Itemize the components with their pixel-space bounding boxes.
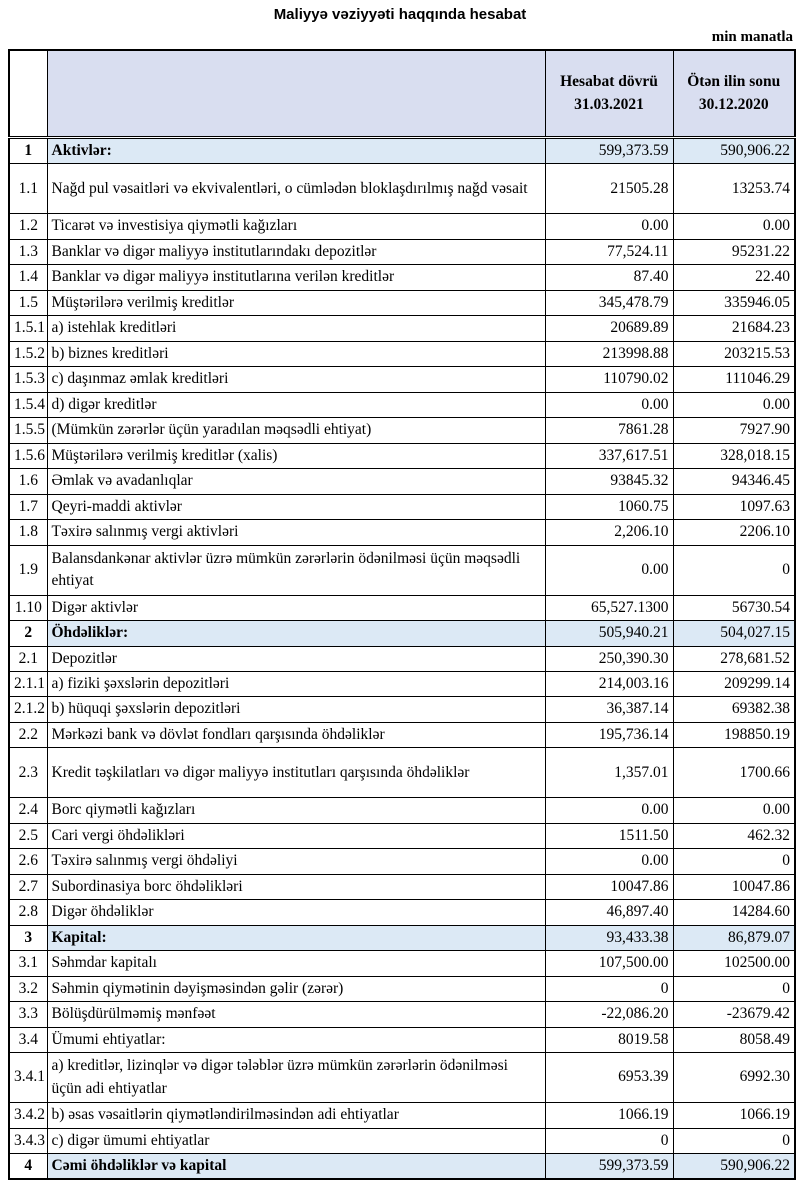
table-row	[9, 545, 795, 595]
row-label-cell: Banklar və digər maliyyə institutlarındakı depozitlər	[47, 239, 545, 264]
row-number-cell: 2.7	[9, 874, 47, 899]
row-value-current-cell: 337,617.51	[545, 443, 673, 468]
row-value-current-cell: 107,500.00	[545, 951, 673, 976]
table-body	[9, 138, 795, 1180]
row-value-previous-cell: 203215.53	[673, 341, 795, 366]
row-label-cell: Digər aktivlər	[47, 595, 545, 620]
row-value-previous-cell: 0.00	[673, 392, 795, 417]
row-number-cell: 2.1.1	[9, 671, 47, 696]
table-row	[9, 951, 795, 976]
table-row	[9, 138, 795, 164]
table-row	[9, 748, 795, 798]
row-value-previous-cell: 111046.29	[673, 367, 795, 392]
table-row	[9, 798, 795, 823]
row-label-cell: b) hüquqi şəxslərin depozitləri	[47, 697, 545, 722]
row-label-cell: a) kreditlər, lizinqlər və digər tələblər üzrə mümkün zərərlərin ödənilməsi üçün adi ehtiyatlar	[47, 1053, 545, 1103]
row-value-current-cell: 1,357.01	[545, 748, 673, 798]
row-value-previous-cell: 590,906.22	[673, 1154, 795, 1180]
row-value-current-cell: 46,897.40	[545, 900, 673, 925]
row-label-cell: Subordinasiya borc öhdəlikləri	[47, 874, 545, 899]
row-value-current-cell: 0.00	[545, 849, 673, 874]
row-value-current-cell: 8019.58	[545, 1027, 673, 1052]
row-value-previous-cell: 335946.05	[673, 290, 795, 315]
row-number-cell: 3.1	[9, 951, 47, 976]
row-value-previous-cell: 86,879.07	[673, 925, 795, 950]
row-label-cell: Kapital:	[47, 925, 545, 950]
row-label-cell: Mərkəzi bank və dövlət fondları qarşısında öhdəliklər	[47, 722, 545, 747]
row-number-cell: 1.9	[9, 545, 47, 595]
row-number-cell: 2.1.2	[9, 697, 47, 722]
row-label-cell: c) digər ümumi ehtiyatlar	[47, 1128, 545, 1153]
row-value-current-cell: 65,527.1300	[545, 595, 673, 620]
row-value-previous-cell: 95231.22	[673, 239, 795, 264]
table-row	[9, 823, 795, 848]
row-value-current-cell: 2,206.10	[545, 520, 673, 545]
row-value-previous-cell: 6992.30	[673, 1053, 795, 1103]
row-number-cell: 2	[9, 621, 47, 646]
row-value-previous-cell: 0	[673, 1128, 795, 1153]
row-value-current-cell: 1066.19	[545, 1103, 673, 1128]
table-row	[9, 849, 795, 874]
row-label-cell: Depozitlər	[47, 646, 545, 671]
row-label-cell: Cari vergi öhdəlikləri	[47, 823, 545, 848]
row-value-previous-cell: -23679.42	[673, 1002, 795, 1027]
row-number-cell: 1	[9, 138, 47, 164]
row-number-cell: 1.5	[9, 290, 47, 315]
row-value-previous-cell: 209299.14	[673, 671, 795, 696]
table-row	[9, 418, 795, 443]
row-value-previous-cell: 94346.45	[673, 469, 795, 494]
row-value-current-cell: 110790.02	[545, 367, 673, 392]
row-value-previous-cell: 590,906.22	[673, 138, 795, 164]
row-label-cell: Digər öhdəliklər	[47, 900, 545, 925]
unit-note: min manatla	[711, 29, 793, 45]
row-label-cell: Müştərilərə verilmiş kreditlər	[47, 290, 545, 315]
table-row	[9, 1103, 795, 1128]
row-number-cell: 1.10	[9, 595, 47, 620]
table-row	[9, 900, 795, 925]
table-row	[9, 1002, 795, 1027]
table-row	[9, 925, 795, 950]
row-number-cell: 2.3	[9, 748, 47, 798]
row-label-cell: Cəmi öhdəliklər və kapital	[47, 1154, 545, 1180]
row-number-cell: 3.3	[9, 1002, 47, 1027]
row-number-cell: 3.4.3	[9, 1128, 47, 1153]
row-value-current-cell: 599,373.59	[545, 1154, 673, 1180]
row-number-cell: 1.3	[9, 239, 47, 264]
row-label-cell: Ümumi ehtiyatlar:	[47, 1027, 545, 1052]
table-row	[9, 265, 795, 290]
previous-period-label: Ötən ilin sonu	[687, 73, 781, 91]
row-number-cell: 4	[9, 1154, 47, 1180]
row-value-previous-cell: 69382.38	[673, 697, 795, 722]
header-current-period-cell	[545, 50, 673, 138]
row-label-cell: Təxirə salınmış vergi aktivləri	[47, 520, 545, 545]
row-label-cell: Səhmin qiymətinin dəyişməsindən gəlir (zərər)	[47, 976, 545, 1001]
table-row	[9, 722, 795, 747]
table-row	[9, 1027, 795, 1052]
row-number-cell: 3.2	[9, 976, 47, 1001]
table-row	[9, 164, 795, 214]
current-period-label: Hesabat dövrü	[560, 73, 658, 91]
row-number-cell: 2.1	[9, 646, 47, 671]
row-value-previous-cell: 0.00	[673, 214, 795, 239]
row-label-cell: Aktivlər:	[47, 138, 545, 164]
row-number-cell: 2.2	[9, 722, 47, 747]
table-row	[9, 646, 795, 671]
previous-period-date: 30.12.2020	[698, 95, 769, 113]
row-number-cell: 1.1	[9, 164, 47, 214]
row-number-cell: 1.5.1	[9, 316, 47, 341]
page-title: Maliyyə vəziyyəti haqqında hesabat	[273, 6, 527, 23]
row-value-previous-cell: 2206.10	[673, 520, 795, 545]
table-row	[9, 595, 795, 620]
table-header-row	[9, 50, 795, 138]
row-value-previous-cell: 1066.19	[673, 1103, 795, 1128]
row-label-cell: Balansdankənar aktivlər üzrə mümkün zərərlərin ödənilməsi üçün məqsədli ehtiyat	[47, 545, 545, 595]
row-value-current-cell: 505,940.21	[545, 621, 673, 646]
row-value-current-cell: 87.40	[545, 265, 673, 290]
row-value-current-cell: 599,373.59	[545, 138, 673, 164]
row-value-previous-cell: 0	[673, 976, 795, 1001]
row-value-previous-cell: 504,027.15	[673, 621, 795, 646]
row-value-current-cell: 20689.89	[545, 316, 673, 341]
row-value-previous-cell: 0	[673, 849, 795, 874]
row-number-cell: 2.6	[9, 849, 47, 874]
row-value-current-cell: 0.00	[545, 798, 673, 823]
row-value-current-cell: 36,387.14	[545, 697, 673, 722]
row-value-current-cell: 0.00	[545, 214, 673, 239]
row-value-previous-cell: 328,018.15	[673, 443, 795, 468]
row-number-cell: 3.4	[9, 1027, 47, 1052]
table-row	[9, 214, 795, 239]
header-previous-period-cell	[673, 50, 795, 138]
row-value-previous-cell: 13253.74	[673, 164, 795, 214]
row-label-cell: b) biznes kreditləri	[47, 341, 545, 366]
row-label-cell: Nağd pul vəsaitləri və ekvivalentləri, o cümlədən bloklaşdırılmış nağd vəsait	[47, 164, 545, 214]
row-number-cell: 1.8	[9, 520, 47, 545]
row-number-cell: 1.5.6	[9, 443, 47, 468]
table-row	[9, 874, 795, 899]
row-number-cell: 1.4	[9, 265, 47, 290]
row-value-current-cell: 10047.86	[545, 874, 673, 899]
financial-position-table	[8, 49, 796, 1180]
row-value-previous-cell: 21684.23	[673, 316, 795, 341]
row-value-current-cell: 93845.32	[545, 469, 673, 494]
row-number-cell: 2.8	[9, 900, 47, 925]
table-row	[9, 520, 795, 545]
row-value-previous-cell: 102500.00	[673, 951, 795, 976]
row-number-cell: 1.5.4	[9, 392, 47, 417]
row-number-cell: 1.5.3	[9, 367, 47, 392]
row-value-previous-cell: 278,681.52	[673, 646, 795, 671]
row-number-cell: 1.5.5	[9, 418, 47, 443]
row-value-current-cell: 7861.28	[545, 418, 673, 443]
row-value-current-cell: 21505.28	[545, 164, 673, 214]
row-label-cell: Kredit təşkilatları və digər maliyyə institutları qarşısında öhdəliklər	[47, 748, 545, 798]
row-number-cell: 3.4.2	[9, 1103, 47, 1128]
row-label-cell: a) fiziki şəxslərin depozitləri	[47, 671, 545, 696]
row-value-current-cell: 6953.39	[545, 1053, 673, 1103]
row-value-previous-cell: 10047.86	[673, 874, 795, 899]
header-number-cell	[9, 50, 47, 138]
row-value-previous-cell: 14284.60	[673, 900, 795, 925]
row-value-current-cell: 1060.75	[545, 494, 673, 519]
table-row	[9, 469, 795, 494]
table-row	[9, 341, 795, 366]
row-value-current-cell: 250,390.30	[545, 646, 673, 671]
table-row	[9, 316, 795, 341]
table-row	[9, 1154, 795, 1180]
row-label-cell: b) əsas vəsaitlərin qiymətləndirilməsindən adi ehtiyatlar	[47, 1103, 545, 1128]
row-label-cell: c) daşınmaz əmlak kreditləri	[47, 367, 545, 392]
row-value-previous-cell: 56730.54	[673, 595, 795, 620]
table-row	[9, 1053, 795, 1103]
row-number-cell: 2.4	[9, 798, 47, 823]
row-value-previous-cell: 8058.49	[673, 1027, 795, 1052]
row-value-previous-cell: 0	[673, 545, 795, 595]
row-label-cell: Ticarət və investisiya qiymətli kağızları	[47, 214, 545, 239]
row-value-current-cell: 77,524.11	[545, 239, 673, 264]
table-row	[9, 1128, 795, 1153]
row-number-cell: 1.5.2	[9, 341, 47, 366]
row-value-previous-cell: 1700.66	[673, 748, 795, 798]
row-label-cell: (Mümkün zərərlər üçün yaradılan məqsədli ehtiyat)	[47, 418, 545, 443]
row-value-current-cell: 214,003.16	[545, 671, 673, 696]
table-row	[9, 494, 795, 519]
row-number-cell: 1.2	[9, 214, 47, 239]
row-label-cell: d) digər kreditlər	[47, 392, 545, 417]
row-value-current-cell: 0	[545, 976, 673, 1001]
row-label-cell: Banklar və digər maliyyə institutlarına verilən kreditlər	[47, 265, 545, 290]
row-value-current-cell: 0	[545, 1128, 673, 1153]
row-value-current-cell: 0.00	[545, 392, 673, 417]
row-label-cell: Öhdəliklər:	[47, 621, 545, 646]
row-number-cell: 3	[9, 925, 47, 950]
row-value-current-cell: 1511.50	[545, 823, 673, 848]
table-row	[9, 290, 795, 315]
table-row	[9, 671, 795, 696]
table-row	[9, 976, 795, 1001]
row-value-previous-cell: 7927.90	[673, 418, 795, 443]
row-value-previous-cell: 0.00	[673, 798, 795, 823]
row-value-previous-cell: 1097.63	[673, 494, 795, 519]
row-label-cell: Səhmdar kapitalı	[47, 951, 545, 976]
row-value-current-cell: -22,086.20	[545, 1002, 673, 1027]
table-row	[9, 239, 795, 264]
row-label-cell: Əmlak və avadanlıqlar	[47, 469, 545, 494]
current-period-date: 31.03.2021	[574, 95, 644, 113]
table-row	[9, 443, 795, 468]
row-value-current-cell: 195,736.14	[545, 722, 673, 747]
header-description-cell	[47, 50, 545, 138]
row-label-cell: Qeyri-maddi aktivlər	[47, 494, 545, 519]
row-value-previous-cell: 22.40	[673, 265, 795, 290]
row-value-current-cell: 93,433.38	[545, 925, 673, 950]
row-value-previous-cell: 462.32	[673, 823, 795, 848]
row-value-previous-cell: 198850.19	[673, 722, 795, 747]
row-value-current-cell: 0.00	[545, 545, 673, 595]
row-number-cell: 3.4.1	[9, 1053, 47, 1103]
table-row	[9, 621, 795, 646]
row-number-cell: 2.5	[9, 823, 47, 848]
row-number-cell: 1.6	[9, 469, 47, 494]
row-label-cell: a) istehlak kreditləri	[47, 316, 545, 341]
row-label-cell: Bölüşdürülməmiş mənfəət	[47, 1002, 545, 1027]
table-row	[9, 392, 795, 417]
row-label-cell: Təxirə salınmış vergi öhdəliyi	[47, 849, 545, 874]
table-row	[9, 367, 795, 392]
row-label-cell: Müştərilərə verilmiş kreditlər (xalis)	[47, 443, 545, 468]
row-value-current-cell: 345,478.79	[545, 290, 673, 315]
table-row	[9, 697, 795, 722]
row-value-current-cell: 213998.88	[545, 341, 673, 366]
row-label-cell: Borc qiymətli kağızları	[47, 798, 545, 823]
row-number-cell: 1.7	[9, 494, 47, 519]
